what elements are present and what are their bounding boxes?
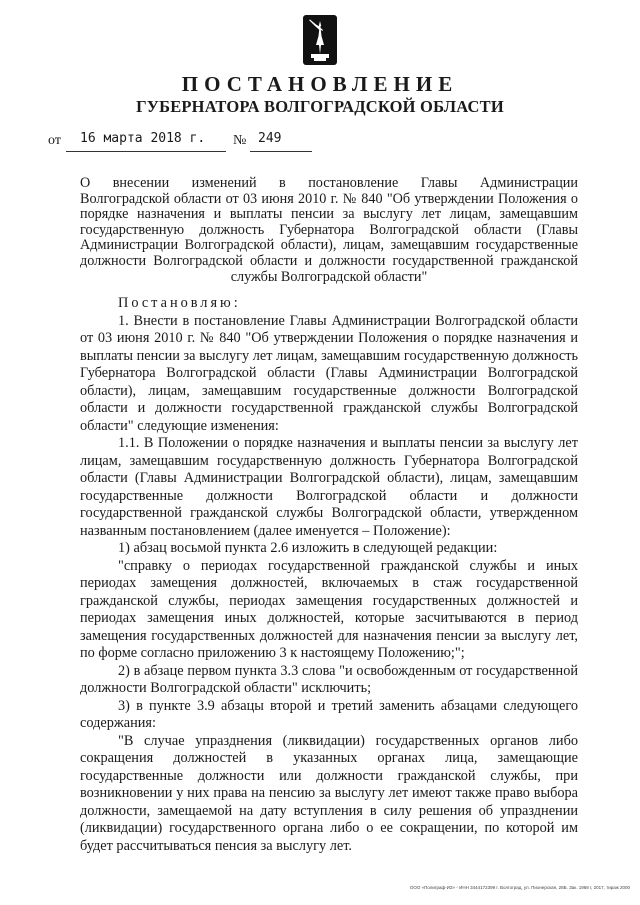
- paragraph-1-1: 1.1. В Положении о порядке назначения и выплаты пенсии за выслугу лет лицам, замещавшим государственную должность Губернатора Волгоградской области (Главы Администрации Волгоградской области), лицам, замещавшим государственные должности Волгоградской области и должности государственной гражданской службы Волгоградской области, утвержденном названным постановлением (далее именуется – Положение):: [80, 435, 578, 539]
- number-value: 249: [258, 131, 282, 146]
- document-subject: [80, 176, 578, 285]
- paragraph-quote-2: "В случае упразднения (ликвидации) государственных органов либо сокращения должностей в указанных органах лица, замещающие государственные должности или должности гражданской службы, при возникновении у них права на пенсию за выслугу лет имеют также право выбора должности, замещаемой на дату вступления в силу решения об упразднении (ликвидации) государственного органа либо о ее сокращении, по которой им будет рассчитываться пенсия за выслугу лет.: [80, 732, 578, 854]
- paragraph-item-2: 2) в абзаце первом пункта 3.3 слова "и освобожденным от государственной должности Волгоградской области" исключить;: [80, 662, 578, 696]
- paragraph-item-1: 1) абзац восьмой пункта 2.6 изложить в следующей редакции:: [118, 540, 498, 556]
- subject-rest: Волгоградской области от 03 июня 2010 г. № 840 "Об утверждении Положения о порядке назначения и выплаты пенсии за выслугу лет лицам, замещавшим государственную должность Губернатора Волгоградской области (Главы Администрации Волгоградской области), лицам, замещавшим государственные должности Волгоградской области и должности государственной гражданской службы Волгоградской области": [80, 190, 578, 285]
- paragraph-item-3: 3) в пункте 3.9 абзацы второй и третий заменить абзацами следующего содержания:: [80, 697, 578, 731]
- date-underline: [66, 151, 226, 152]
- date-prefix: от: [48, 133, 61, 148]
- date-value: 16 марта 2018 г.: [80, 131, 206, 146]
- document-body: [80, 295, 578, 855]
- printer-imprint: ООО «Полиграф-ИЗ» - ИНН 3444172399 г. Волгоград, ул. Пионерская, 28Б. Зак. 1968 г, 2017, тираж 2000: [409, 885, 630, 890]
- paragraph-quote-1: "справку о периодах государственной гражданской службы и иных периодах замещения должностей, включаемых в стаж государственной гражданской службы, периодах замещения государственных должностей и периодах замещения иных должностей, которые засчитываются в период замещения государственных должностей для назначения пенсии за выслугу лет, по форме согласно приложению 3 к настоящему Положению;";: [80, 557, 578, 661]
- decree-word: Постановляю:: [118, 295, 241, 311]
- document-title: ПОСТАНОВЛЕНИЕ: [181, 72, 459, 96]
- document-subtitle: ГУБЕРНАТОРА ВОЛГОГРАДСКОЙ ОБЛАСТИ: [136, 97, 504, 116]
- number-prefix: №: [233, 133, 247, 148]
- paragraph-1: 1. Внести в постановление Главы Администрации Волгоградской области от 03 июня 2010 г. № 840 "Об утверждении Положения о порядке назначения и выплаты пенсии за выслугу лет лицам, замещавшим государственную должность Губернатора Волгоградской области (Главы Администрации Волгоградской области), лицам, замещавшим государственные должности Волгоградской области и должности государственной гражданской службы Волгоградской области" следующие изменения:: [80, 312, 578, 434]
- emblem-icon: [302, 14, 338, 66]
- number-underline: [250, 151, 312, 152]
- subject-line-1: О внесении изменений в постановление Главы Администрации: [80, 175, 578, 191]
